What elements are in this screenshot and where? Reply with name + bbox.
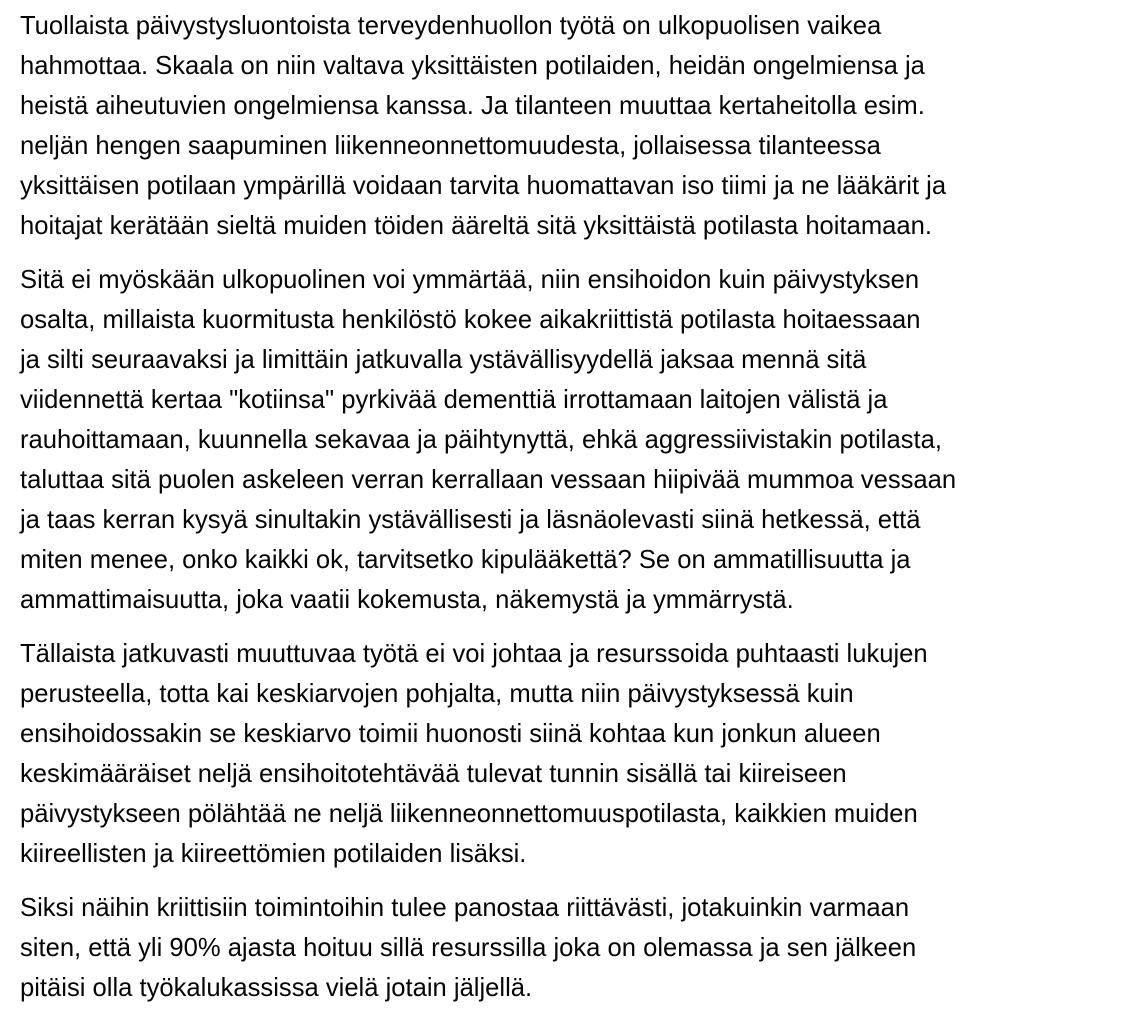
paragraph-1: Tuollaista päivystysluontoista terveydenhuollon työtä on ulkopuolisen vaikea hahmottaa. Skaala on niin valtava yksittäisten potilaiden, heidän ongelmiensa ja heistä aiheutuvien ongelmiensa kanssa. Ja tilanteen muuttaa kertaheitolla esim. neljän hengen saapuminen liikenneonnettomuudesta, jollaisessa tilanteessa yksittäisen potilaan ympärillä voidaan tarvita huomattavan iso tiimi ja ne lääkärit ja hoitajat kerätään sieltä muiden töiden ääreltä sitä yksittäistä potilasta hoitamaan. <box>20 12 947 240</box>
paragraph-4: Siksi näihin kriittisiin toimintoihin tulee panostaa riittävästi, jotakuinkin varmaan siten, että yli 90% ajasta hoituu sillä resurssilla joka on olemassa ja sen jälkeen pitäisi olla työkalukassissa vielä jotain jäljellä. <box>20 894 917 1002</box>
paragraph-3: Tällaista jatkuvasti muuttuvaa työtä ei voi johtaa ja resurssoida puhtaasti lukujen perusteella, totta kai keskiarvojen pohjalta, mutta niin päivystyksessä kuin ensihoidossakin se keskiarvo toimii huonosti siinä kohtaa kun jonkun alueen keskimääräiset neljä ensihoitotehtävää tulevat tunnin sisällä tai kiireiseen päivystykseen pölähtää ne neljä liikenneonnettomuuspotilasta, kaikkien muiden kiireellisten ja kiireettömien potilaiden lisäksi. <box>20 640 928 868</box>
paragraph-2: Sitä ei myöskään ulkopuolinen voi ymmärtää, niin ensihoidon kuin päivystyksen osalta, millaista kuormitusta henkilöstö kokee aikakriittistä potilasta hoitaessaan ja silti seuraavaksi ja limittäin jatkuvalla ystävällisyydellä jaksaa mennä sitä viidennettä kertaa "kotiinsa" pyrkivää dementtiä irrottamaan laitojen välistä ja rauhoittamaan, kuunnella sekavaa ja päihtynyttä, ehkä aggressiivistakin potilasta, taluttaa sitä puolen askeleen verran kerrallaan vessaan hiipivää mummoa vessaan ja taas kerran kysyä sinultakin ystävällisesti ja läsnäolevasti siinä hetkessä, että miten menee, onko kaikki ok, tarvitsetko kipulääkettä? Se on ammatillisuutta ja ammattimaisuutta, joka vaatii kokemusta, näkemystä ja ymmärrystä. <box>20 266 957 614</box>
